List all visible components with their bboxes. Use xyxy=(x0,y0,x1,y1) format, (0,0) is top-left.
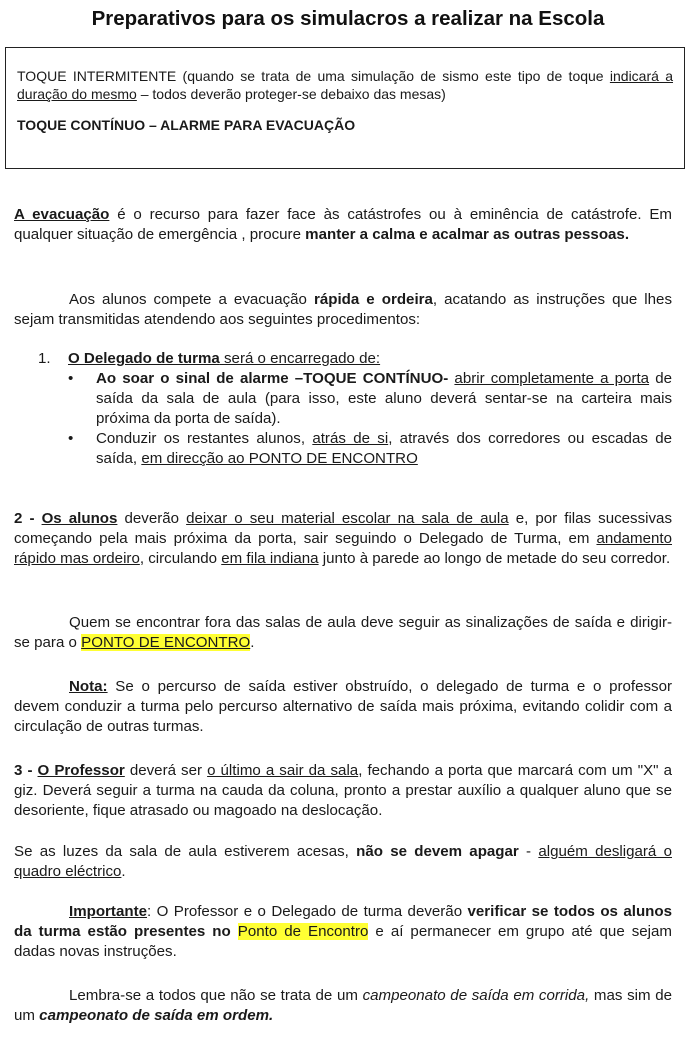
list-number: 1. xyxy=(38,350,51,367)
teacher-instructions-paragraph: 3 - O Professor deverá ser o último a sair da sala, fechando a porta que marcará com um "X" a giz. Deverá seguir a turma na cauda da coluna, pronto a prestar auxílio a qualquer aluno que se desoriente, fique atrasado ou magoado na deslocação. xyxy=(14,762,672,819)
bullet-item-lead-students: • Conduzir os restantes alunos, atrás de si, através dos corredores ou escadas de saída, em direcção ao PONTO DE ENCONTRO xyxy=(68,430,672,467)
bullet-icon: • xyxy=(68,370,74,387)
evacuation-intro-paragraph: A evacuação é o recurso para fazer face às catástrofes ou à eminência de catástrofe. Em qualquer situação de emergência , procure manter a calma e acalmar as outras pessoas. xyxy=(14,206,672,243)
students-duty-paragraph: Aos alunos compete a evacuação rápida e ordeira, acatando as instruções que lhes sejam transmitidas atendendo aos seguintes procedimentos: xyxy=(14,291,672,328)
outside-classroom-paragraph: Quem se encontrar fora das salas de aula deve seguir as sinalizações de saída e dirigir-se para o PONTO DE ENCONTRO. xyxy=(14,614,672,651)
meeting-point-highlight: PONTO DE ENCONTRO xyxy=(81,634,251,651)
meeting-point-highlight-2: Ponto de Encontro xyxy=(237,923,369,940)
reminder-paragraph: Lembra-se a todos que não se trata de um campeonato de saída em corrida, mas sim de um campeonato de saída em ordem. xyxy=(14,987,672,1024)
delegate-bullets xyxy=(38,369,672,469)
intermittent-signal-text: TOQUE INTERMITENTE (quando se trata de uma simulação de sismo este tipo de toque indicará a duração do mesmo – todos deverão proteger-se debaixo das mesas) xyxy=(17,68,673,102)
bullet-item-open-door: • Ao soar o sinal de alarme –TOQUE CONTÍNUO- abrir completamente a porta de saída da sala de aula (para isso, este aluno deverá sentar-se na carteira mais próxima da porta de saída). xyxy=(68,370,672,427)
bullet-icon: • xyxy=(68,430,74,447)
alarm-signals-box xyxy=(5,47,685,169)
procedure-list xyxy=(38,349,672,469)
note-paragraph: Nota: Se o percurso de saída estiver obstruído, o delegado de turma e o professor devem conduzir a turma pelo percurso alternativo de saída mais próxima, evitando colidir com a circulação de outras turmas. xyxy=(14,678,672,735)
list-item-delegate: 1. O Delegado de turma será o encarregado de: • Ao soar o sinal de alarme –TOQUE CONTÍNUO- abrir completamente a porta de saída da sala de aula (para isso, este aluno deverá sentar-se na carteira mais próxima da porta de saída). • Conduzir os restantes alunos, atrás de si, através dos corredores ou escadas de saída, em direcção ao PONTO DE ENCONTRO xyxy=(38,350,672,467)
page-title: Preparativos para os simulacros a realizar na Escola xyxy=(91,7,605,30)
important-paragraph: Importante: O Professor e o Delegado de turma deverão verificar se todos os alunos da turma estão presentes no Ponto de Encontro e aí permanecer em grupo até que sejam dadas novas instruções. xyxy=(14,903,673,960)
continuous-signal-text: TOQUE CONTÍNUO – ALARME PARA EVACUAÇÃO xyxy=(17,117,356,133)
lights-paragraph: Se as luzes da sala de aula estiverem acesas, não se devem apagar - alguém desligará o quadro eléctrico. xyxy=(14,843,672,880)
students-instructions-paragraph: 2 - Os alunos deverão deixar o seu material escolar na sala de aula e, por filas sucessivas começando pela mais próxima da porta, sair seguindo o Delegado de Turma, em andamento rápido mas ordeiro, circulando em fila indiana junto à parede ao longo de metade do seu corredor. xyxy=(14,510,672,567)
